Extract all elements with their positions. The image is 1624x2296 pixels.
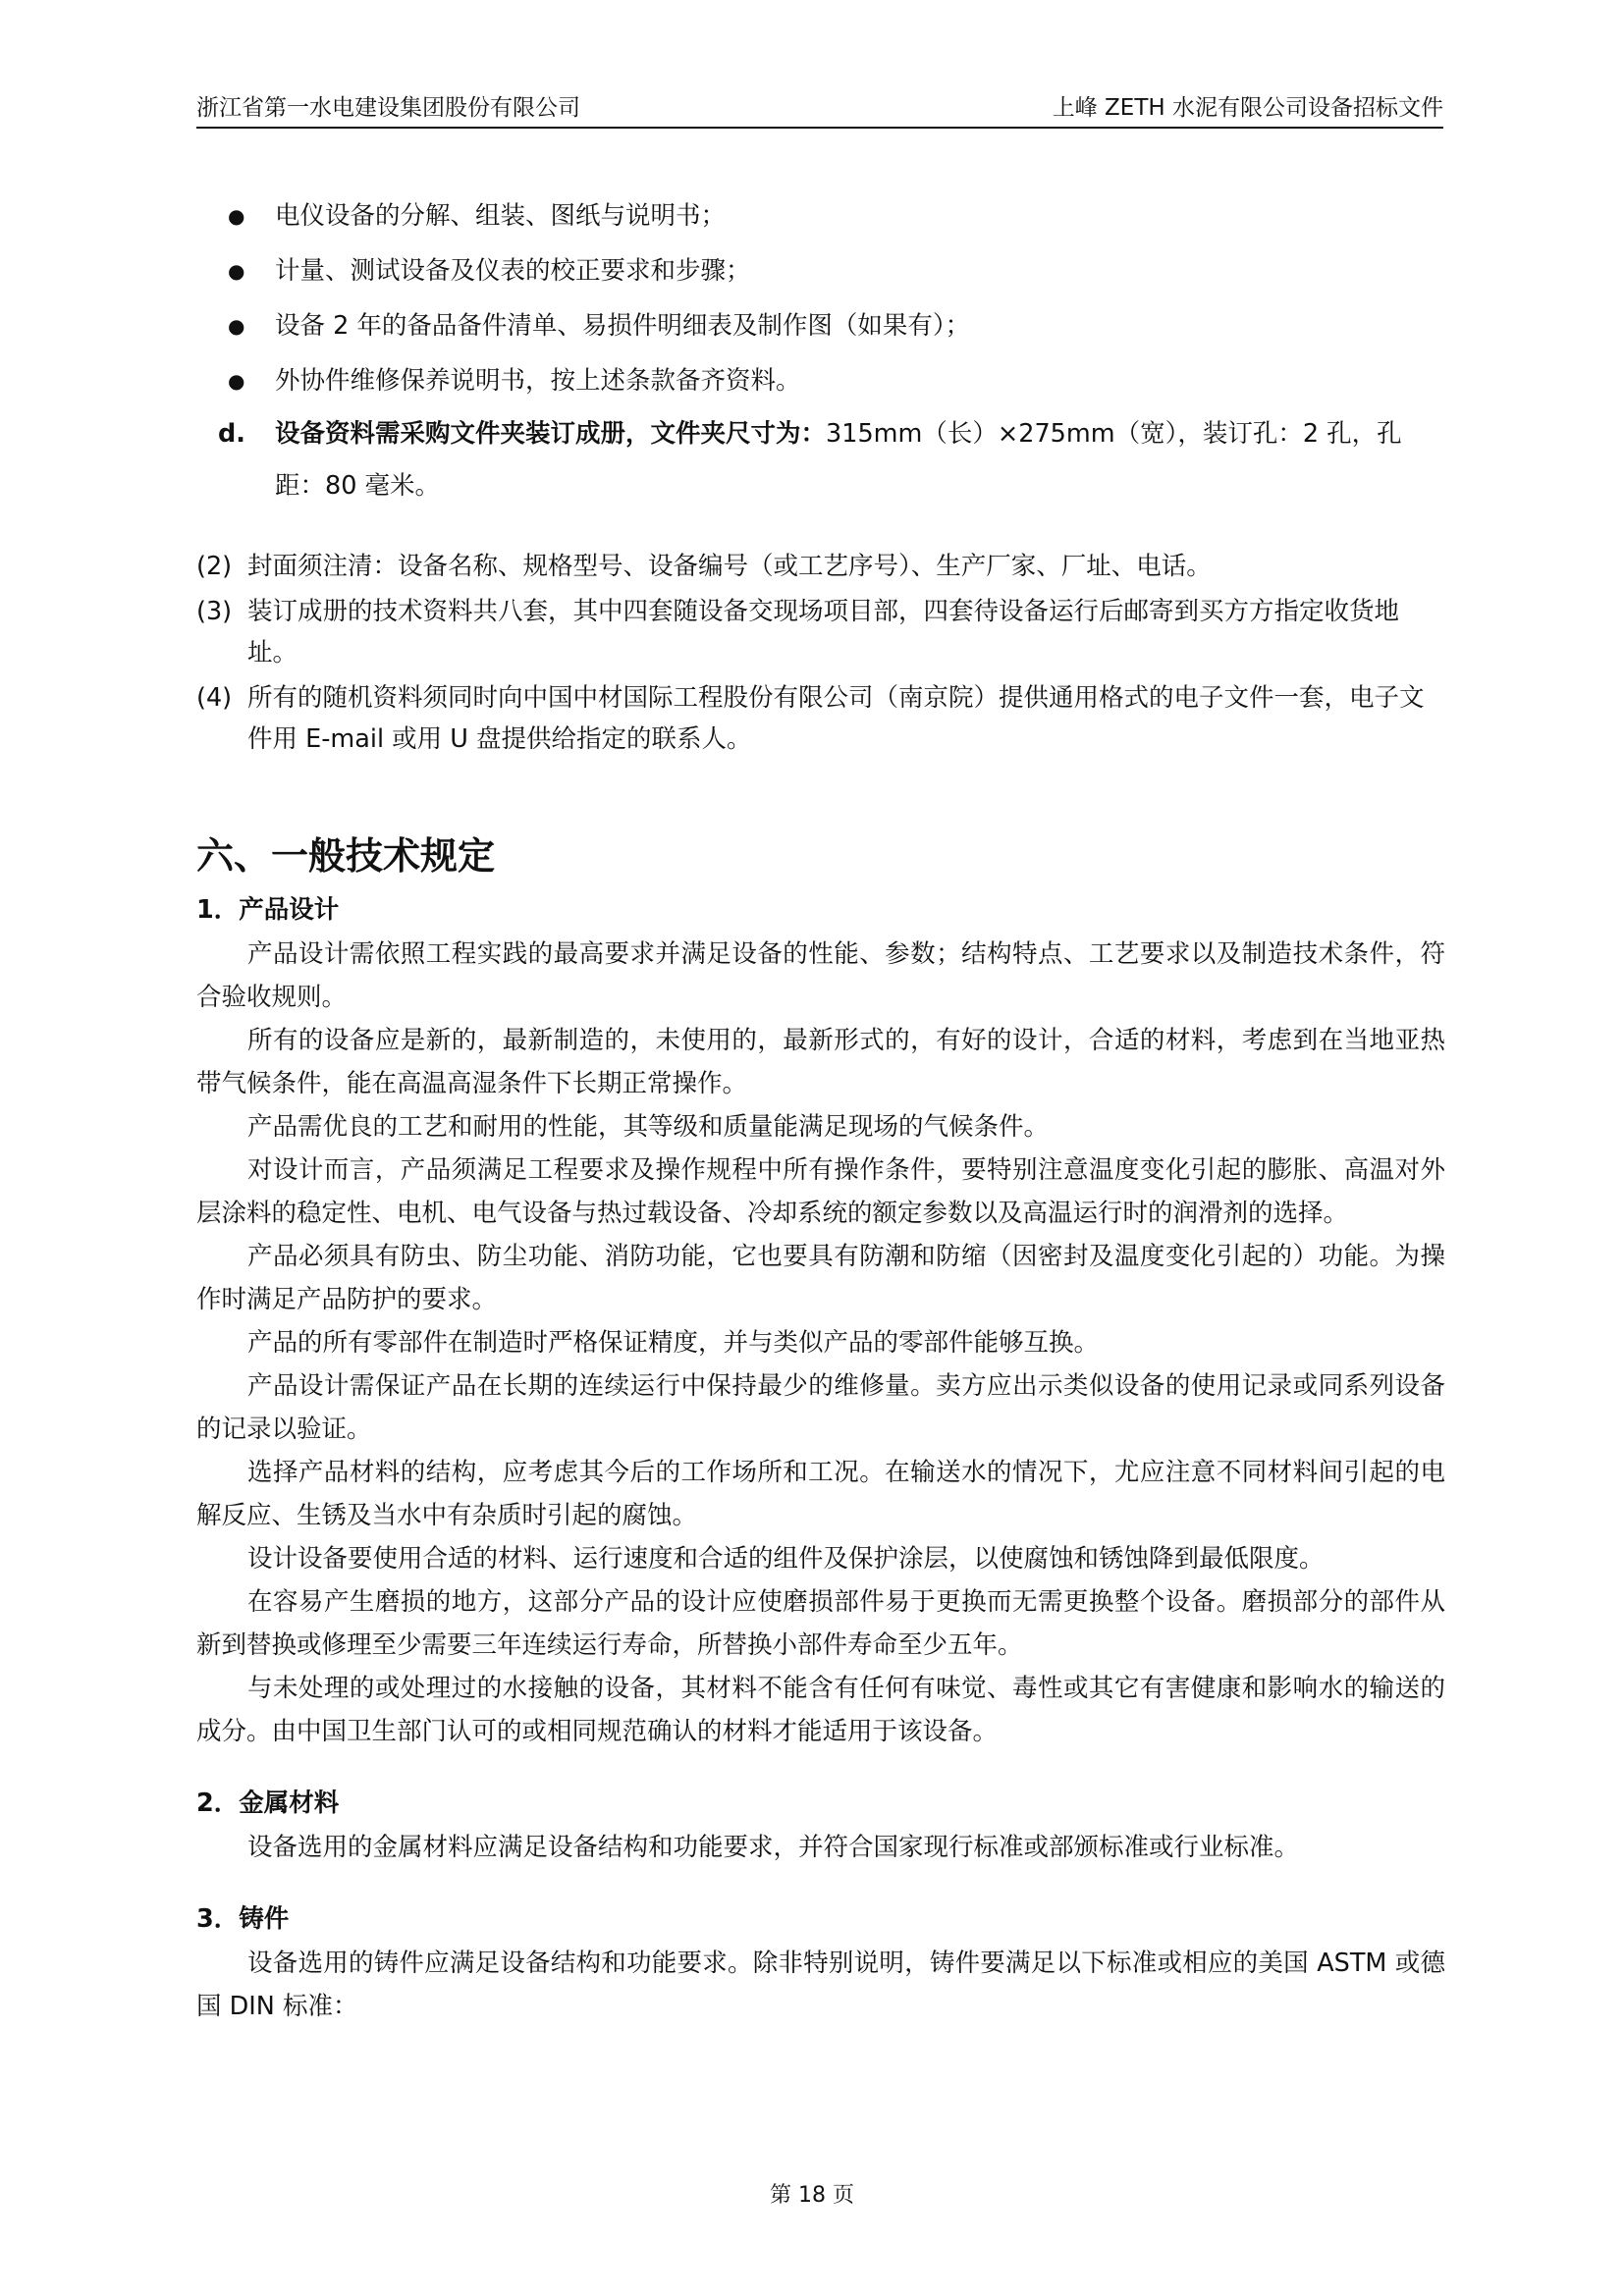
bullet-text: 计量、测试设备及仪表的校正要求和步骤； bbox=[275, 256, 751, 286]
subsection-title-product-design: 1．产品设计 bbox=[196, 895, 340, 925]
item-d-text: 315mm（长）×275mm（宽），装订孔：2 孔，孔距：80 毫米。 bbox=[275, 419, 1402, 501]
numbered-item bbox=[196, 546, 1445, 587]
bullet-item bbox=[196, 243, 1445, 298]
numbered-text: 所有的随机资料须同时向中国中材国际工程股份有限公司（南京院）提供通用格式的电子文件一套，电子文件用 E-mail 或用 U 盘提供给指定的联系人。 bbox=[247, 683, 1425, 754]
paragraph: 设备选用的铸件应满足设备结构和功能要求。除非特别说明，铸件要满足以下标准或相应的美国 ASTM 或德国 DIN 标准： bbox=[196, 1949, 1445, 2021]
bullet-item bbox=[196, 353, 1445, 408]
paragraph: 产品设计需依照工程实践的最高要求并满足设备的性能、参数；结构特点、工艺要求以及制造技术条件，符合验收规则。 bbox=[196, 939, 1445, 1012]
paragraph: 选择产品材料的结构，应考虑其今后的工作场所和工况。在输送水的情况下，尤应注意不同材料间引起的电解反应、生锈及当水中有杂质时引起的腐蚀。 bbox=[196, 1458, 1445, 1530]
bullet-text: 电仪设备的分解、组装、图纸与说明书； bbox=[275, 201, 727, 231]
bullet-dot-icon: ● bbox=[228, 259, 245, 283]
numbered-list bbox=[196, 546, 1445, 760]
bullet-dot-icon: ● bbox=[228, 204, 245, 228]
paragraph: 所有的设备应是新的，最新制造的，未使用的，最新形式的，有好的设计，合适的材料，考虑到在当地亚热带气候条件，能在高温高湿条件下长期正常操作。 bbox=[196, 1026, 1445, 1098]
page-header bbox=[196, 93, 1443, 129]
header-document-title: 上峰 ZETH 水泥有限公司设备招标文件 bbox=[1052, 95, 1443, 121]
header-company: 浙江省第一水电建设集团股份有限公司 bbox=[196, 95, 580, 121]
numbered-item bbox=[196, 677, 1445, 760]
bullet-dot-icon: ● bbox=[228, 369, 245, 393]
item-d-marker: d. bbox=[218, 419, 245, 449]
paragraph: 产品需优良的工艺和耐用的性能，其等级和质量能满足现场的气候条件。 bbox=[247, 1112, 1050, 1142]
numbered-item bbox=[196, 591, 1445, 673]
numbered-marker: (4) bbox=[196, 683, 233, 713]
page-number: 第 18 页 bbox=[770, 2183, 854, 2208]
bullet-item bbox=[196, 188, 1445, 243]
numbered-text: 装订成册的技术资料共八套，其中四套随设备交现场项目部，四套待设备运行后邮寄到买方方指定收货地址。 bbox=[247, 597, 1400, 667]
bullet-dot-icon: ● bbox=[228, 314, 245, 338]
paragraph: 设计设备要使用合适的材料、运行速度和合适的组件及保护涂层，以使腐蚀和锈蚀降到最低限度。 bbox=[247, 1544, 1325, 1574]
paragraph: 设备选用的金属材料应满足设备结构和功能要求，并符合国家现行标准或部颁标准或行业标准。 bbox=[247, 1833, 1300, 1862]
subsection-title-metal-materials: 2．金属材料 bbox=[196, 1789, 340, 1818]
bullet-text: 设备 2 年的备品备件清单、易损件明细表及制作图（如果有）； bbox=[275, 311, 971, 341]
paragraph: 产品设计需保证产品在长期的连续运行中保持最少的维修量。卖方应出示类似设备的使用记录或同系列设备的记录以验证。 bbox=[196, 1371, 1445, 1444]
paragraph: 产品必须具有防虫、防尘功能、消防功能，它也要具有防潮和防缩（因密封及温度变化引起的）功能。为操作时满足产品防护的要求。 bbox=[196, 1242, 1445, 1314]
numbered-marker: (3) bbox=[196, 597, 233, 626]
numbered-text: 封面须注清：设备名称、规格型号、设备编号（或工艺序号）、生产厂家、厂址、电话。 bbox=[247, 552, 1212, 581]
paragraph: 对设计而言，产品须满足工程要求及操作规程中所有操作条件，要特别注意温度变化引起的膨胀、高温对外层涂料的稳定性、电机、电气设备与热过载设备、冷却系统的额定参数以及高温运行时的润滑剂的选择。 bbox=[196, 1155, 1445, 1228]
item-d-bold-text: 设备资料需采购文件夹装订成册，文件夹尺寸为： bbox=[275, 419, 827, 449]
bullet-text: 外协件维修保养说明书，按上述条款备齐资料。 bbox=[275, 366, 801, 396]
paragraph: 在容易产生磨损的地方，这部分产品的设计应使磨损部件易于更换而无需更换整个设备。磨损部分的部件从新到替换或修理至少需要三年连续运行寿命，所替换小部件寿命至少五年。 bbox=[196, 1587, 1445, 1660]
item-d bbox=[196, 408, 1445, 512]
page-content bbox=[196, 188, 1445, 2028]
numbered-marker: (2) bbox=[196, 552, 233, 581]
paragraph: 与未处理的或处理过的水接触的设备，其材料不能含有任何有味觉、毒性或其它有害健康和影响水的输送的成分。由中国卫生部门认可的或相同规范确认的材料才能适用于该设备。 bbox=[196, 1674, 1445, 1746]
subsection-title-castings: 3．铸件 bbox=[196, 1904, 290, 1934]
bullet-list bbox=[196, 188, 1445, 408]
paragraph: 产品的所有零部件在制造时严格保证精度，并与类似产品的零部件能够互换。 bbox=[247, 1328, 1100, 1358]
bullet-item bbox=[196, 298, 1445, 353]
section-title: 六、一般技术规定 bbox=[196, 834, 496, 878]
